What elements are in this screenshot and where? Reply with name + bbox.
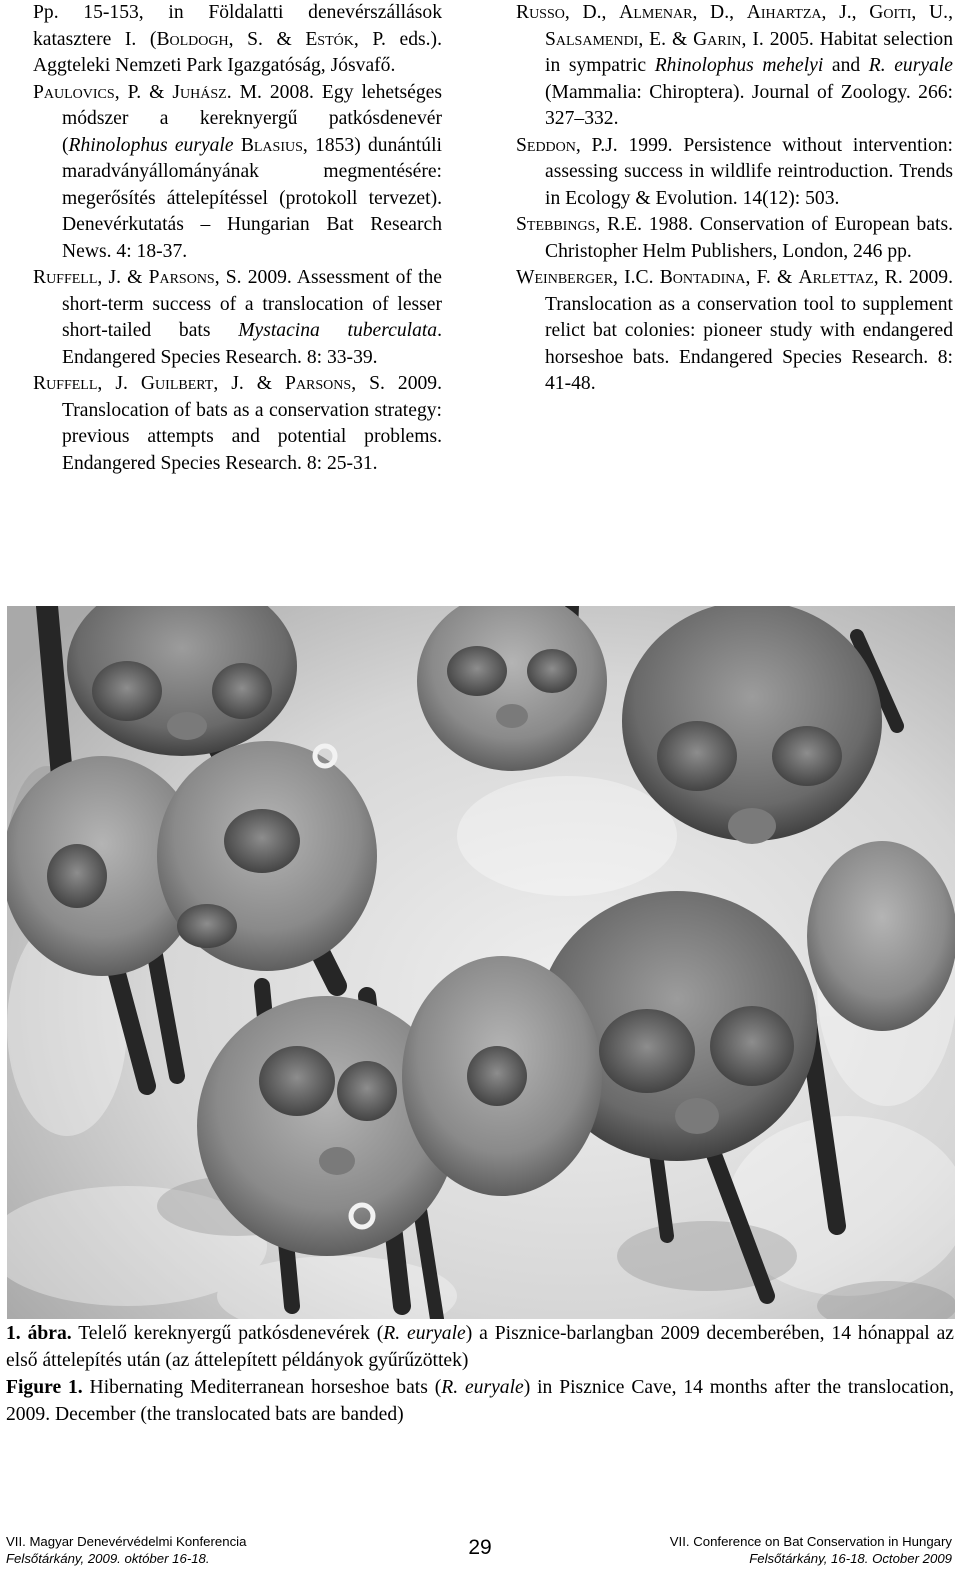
references-right-column [516, 0, 953, 398]
figure-caption [6, 1320, 954, 1428]
conference-place-date-hu: Felsőtárkány, 2009. október 16-18. [6, 1551, 210, 1566]
caption-hungarian: 1. ábra. Telelő kereknyergű patkósdenevérek (R. euryale) a Pisznice-barlangban 2009 decemberében, 14 hónappal az első áttelepítés után (az áttelepített példányok gyűrűzöttek) [6, 1323, 954, 1371]
reference-seddon: Seddon, P.J. 1999. Persistence without intervention: assessing success in wildlife reintroduction. Trends in Ecology & Evolution. 14(12): 503. [516, 134, 953, 209]
references-left-column [33, 0, 442, 477]
page-number: 29 [468, 1536, 492, 1559]
reference-continued: Pp. 15-153, in Földalatti denevérszállások katasztere I. (Boldogh, S. & Estók, P. eds.). Aggteleki Nemzeti Park Igazgatóság, Jósvafő. [33, 2, 442, 76]
reference-paulovics: Paulovics, P. & Juhász. M. 2008. Egy lehetséges módszer a kereknyergű patkósdenevér (Rhinolophus euryale Blasius, 1853) dunántúli maradványállományának megmentésére: megerősítés áttelepítéssel (protokoll tervezet). Denevérkutatás – Hungarian Bat Research News. 4: 18-37. [33, 81, 442, 262]
reference-ruffell-parsons: Ruffell, J. & Parsons, S. 2009. Assessment of the short-term success of a translocation of lesser short-tailed bats Mystacina tuberculata. Endangered Species Research. 8: 33-39. [33, 267, 443, 368]
reference-weinberger: Weinberger, I.C. Bontadina, F. & Arlettaz, R. 2009. Translocation as a conservation tool to supplement relict bat colonies: pioneer study with endangered horseshoe bats. Endangered Species Research. 8: 41-48. [516, 267, 953, 394]
conference-name-hu: VII. Magyar Denevérvédelmi Konferencia [6, 1534, 247, 1549]
bat-cluster-illustration [7, 606, 955, 1319]
conference-name-en: VII. Conference on Bat Conservation in Hungary [669, 1534, 952, 1549]
conference-place-date-en: Felsőtárkány, 16-18. October 2009 [749, 1551, 952, 1566]
reference-stebbings: Stebbings, R.E. 1988. Conservation of European bats. Christopher Helm Publishers, London, 246 pp. [516, 214, 953, 262]
caption-english: Figure 1. Hibernating Mediterranean horseshoe bats (R. euryale) in Pisznice Cave, 14 months after the translocation, 2009. December (the translocated bats are banded) [6, 1377, 954, 1425]
footer-right [670, 1533, 952, 1567]
reference-russo: Russo, D., Almenar, D., Aihartza, J., Goiti, U., Salsamendi, E. & Garin, I. 2005. Habitat selection in sympatric Rhinolophus mehelyi and R. euryale (Mammalia: Chiroptera). Journal of Zoology. 266: 327–332. [516, 2, 953, 129]
reference-ruffell-guilbert-parsons: Ruffell, J. Guilbert, J. & Parsons, S. 2009. Translocation of bats as a conservation strategy: previous attempts and potential problems. Endangered Species Research. 8: 25-31. [33, 373, 443, 474]
bat-cluster-photo [7, 606, 955, 1319]
